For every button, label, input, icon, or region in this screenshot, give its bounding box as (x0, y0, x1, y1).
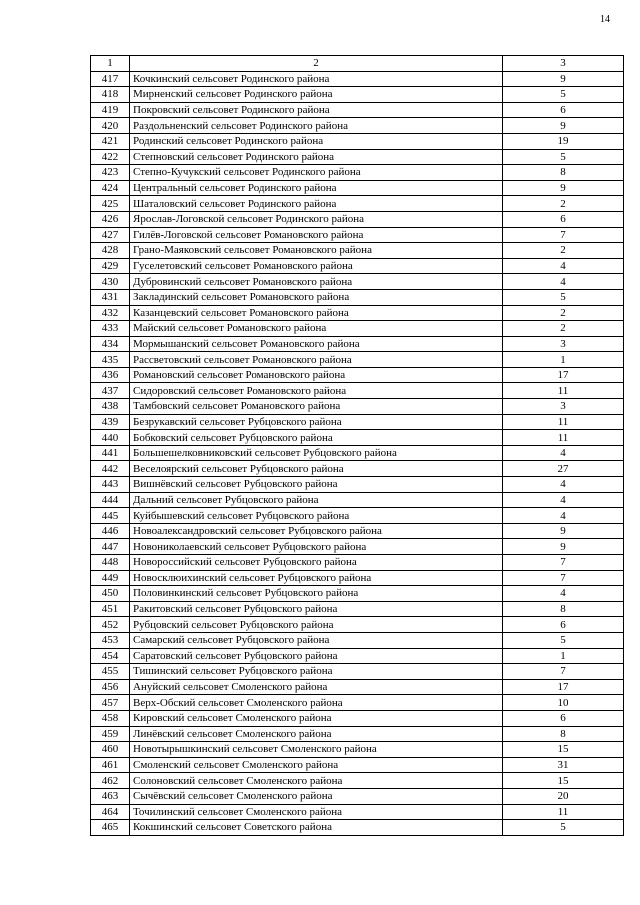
row-number: 436 (91, 367, 130, 383)
row-name: Сидоровский сельсовет Романовского района (130, 383, 503, 399)
table-row (91, 336, 624, 352)
table-row (91, 321, 624, 337)
table-row (91, 461, 624, 477)
row-number: 440 (91, 430, 130, 446)
row-name: Шаталовский сельсовет Родинского района (130, 196, 503, 212)
row-number: 422 (91, 149, 130, 165)
row-number: 427 (91, 227, 130, 243)
table-row (91, 196, 624, 212)
table-row (91, 102, 624, 118)
table-row (91, 539, 624, 555)
row-number: 426 (91, 211, 130, 227)
row-value: 4 (503, 586, 624, 602)
row-name: Степно-Кучукский сельсовет Родинского района (130, 165, 503, 181)
row-number: 425 (91, 196, 130, 212)
row-name: Центральный сельсовет Родинского района (130, 180, 503, 196)
row-number: 462 (91, 773, 130, 789)
table-row (91, 367, 624, 383)
table-row (91, 586, 624, 602)
row-name: Верх-Обский сельсовет Смоленского района (130, 695, 503, 711)
row-value: 31 (503, 757, 624, 773)
row-number: 418 (91, 87, 130, 103)
row-name: Степновский сельсовет Родинского района (130, 149, 503, 165)
row-value: 2 (503, 243, 624, 259)
row-name: Тишинский сельсовет Рубцовского района (130, 664, 503, 680)
row-value: 4 (503, 477, 624, 493)
header-col-2: 2 (130, 56, 503, 72)
table-row (91, 87, 624, 103)
row-number: 444 (91, 492, 130, 508)
row-name: Дальний сельсовет Рубцовского района (130, 492, 503, 508)
row-name: Новониколаевский сельсовет Рубцовского района (130, 539, 503, 555)
table-row (91, 695, 624, 711)
table-row (91, 788, 624, 804)
row-name: Солоновский сельсовет Смоленского района (130, 773, 503, 789)
row-number: 449 (91, 570, 130, 586)
table-row (91, 430, 624, 446)
row-value: 5 (503, 87, 624, 103)
row-value: 4 (503, 445, 624, 461)
row-name: Новоалександровский сельсовет Рубцовского района (130, 523, 503, 539)
row-number: 461 (91, 757, 130, 773)
row-value: 11 (503, 383, 624, 399)
row-value: 6 (503, 211, 624, 227)
table-row (91, 555, 624, 571)
row-name: Большешелковниковский сельсовет Рубцовского района (130, 445, 503, 461)
table-row (91, 477, 624, 493)
row-value: 7 (503, 227, 624, 243)
row-value: 19 (503, 133, 624, 149)
row-value: 7 (503, 555, 624, 571)
row-value: 17 (503, 367, 624, 383)
row-value: 2 (503, 305, 624, 321)
row-value: 9 (503, 180, 624, 196)
table-row (91, 804, 624, 820)
row-name: Гилёв-Логовской сельсовет Романовского района (130, 227, 503, 243)
row-name: Ярослав-Логовской сельсовет Родинского района (130, 211, 503, 227)
table-row (91, 742, 624, 758)
row-value: 5 (503, 289, 624, 305)
row-number: 417 (91, 71, 130, 87)
row-value: 7 (503, 570, 624, 586)
row-name: Куйбышевский сельсовет Рубцовского района (130, 508, 503, 524)
row-value: 27 (503, 461, 624, 477)
row-value: 5 (503, 149, 624, 165)
table-row (91, 570, 624, 586)
row-value: 15 (503, 773, 624, 789)
row-value: 4 (503, 508, 624, 524)
table-row (91, 305, 624, 321)
row-value: 5 (503, 820, 624, 836)
row-number: 421 (91, 133, 130, 149)
row-name: Кочкинский сельсовет Родинского района (130, 71, 503, 87)
table-row (91, 165, 624, 181)
header-col-3: 3 (503, 56, 624, 72)
table-row (91, 414, 624, 430)
table-row (91, 445, 624, 461)
row-value: 7 (503, 664, 624, 680)
table-row (91, 243, 624, 259)
table-row (91, 289, 624, 305)
row-name: Мормышанский сельсовет Романовского района (130, 336, 503, 352)
row-name: Бобковский сельсовет Рубцовского района (130, 430, 503, 446)
table-row (91, 227, 624, 243)
row-number: 460 (91, 742, 130, 758)
table-row (91, 211, 624, 227)
row-name: Кировский сельсовет Смоленского района (130, 710, 503, 726)
row-value: 6 (503, 102, 624, 118)
row-value: 8 (503, 601, 624, 617)
row-name: Гуселетовский сельсовет Романовского района (130, 258, 503, 274)
row-name: Новотырышкинский сельсовет Смоленского района (130, 742, 503, 758)
row-name: Самарский сельсовет Рубцовского района (130, 632, 503, 648)
row-name: Закладинский сельсовет Романовского района (130, 289, 503, 305)
row-name: Грано-Маяковский сельсовет Романовского района (130, 243, 503, 259)
row-number: 464 (91, 804, 130, 820)
row-name: Новороссийский сельсовет Рубцовского района (130, 555, 503, 571)
row-number: 429 (91, 258, 130, 274)
data-table (90, 55, 624, 836)
table-row (91, 679, 624, 695)
table-row (91, 523, 624, 539)
row-number: 420 (91, 118, 130, 134)
table-row (91, 820, 624, 836)
row-name: Сычёвский сельсовет Смоленского района (130, 788, 503, 804)
row-name: Кокшинский сельсовет Советского района (130, 820, 503, 836)
row-value: 9 (503, 118, 624, 134)
row-name: Смоленский сельсовет Смоленского района (130, 757, 503, 773)
row-value: 4 (503, 258, 624, 274)
row-number: 443 (91, 477, 130, 493)
row-name: Ануйский сельсовет Смоленского района (130, 679, 503, 695)
row-value: 9 (503, 523, 624, 539)
row-name: Рассветовский сельсовет Романовского района (130, 352, 503, 368)
table-row (91, 383, 624, 399)
row-value: 3 (503, 399, 624, 415)
table-row (91, 726, 624, 742)
row-value: 2 (503, 321, 624, 337)
row-number: 454 (91, 648, 130, 664)
row-value: 3 (503, 336, 624, 352)
row-value: 1 (503, 648, 624, 664)
row-number: 447 (91, 539, 130, 555)
table-row (91, 492, 624, 508)
row-name: Покровский сельсовет Родинского района (130, 102, 503, 118)
row-value: 15 (503, 742, 624, 758)
row-number: 423 (91, 165, 130, 181)
table-row (91, 664, 624, 680)
table-row (91, 180, 624, 196)
row-name: Безрукавский сельсовет Рубцовского района (130, 414, 503, 430)
row-name: Мирненский сельсовет Родинского района (130, 87, 503, 103)
table-row (91, 274, 624, 290)
row-number: 419 (91, 102, 130, 118)
row-number: 450 (91, 586, 130, 602)
table-body (91, 56, 624, 836)
table-row (91, 710, 624, 726)
row-value: 8 (503, 165, 624, 181)
header-col-1: 1 (91, 56, 130, 72)
row-number: 459 (91, 726, 130, 742)
page-number: 14 (600, 14, 610, 25)
table-row (91, 399, 624, 415)
row-number: 441 (91, 445, 130, 461)
row-number: 445 (91, 508, 130, 524)
table-row (91, 757, 624, 773)
row-number: 465 (91, 820, 130, 836)
row-number: 455 (91, 664, 130, 680)
row-number: 456 (91, 679, 130, 695)
row-number: 446 (91, 523, 130, 539)
row-value: 9 (503, 539, 624, 555)
row-value: 4 (503, 274, 624, 290)
row-name: Казанцевский сельсовет Романовского района (130, 305, 503, 321)
row-value: 11 (503, 414, 624, 430)
row-name: Новосклюихинский сельсовет Рубцовского района (130, 570, 503, 586)
row-name: Романовский сельсовет Романовского района (130, 367, 503, 383)
table-header-row (91, 56, 624, 72)
table-row (91, 352, 624, 368)
row-number: 463 (91, 788, 130, 804)
table-row (91, 71, 624, 87)
row-number: 433 (91, 321, 130, 337)
row-number: 437 (91, 383, 130, 399)
row-value: 10 (503, 695, 624, 711)
row-name: Половинкинский сельсовет Рубцовского района (130, 586, 503, 602)
row-number: 435 (91, 352, 130, 368)
row-name: Рубцовский сельсовет Рубцовского района (130, 617, 503, 633)
row-number: 424 (91, 180, 130, 196)
row-number: 434 (91, 336, 130, 352)
row-value: 17 (503, 679, 624, 695)
row-number: 438 (91, 399, 130, 415)
row-value: 9 (503, 71, 624, 87)
row-name: Саратовский сельсовет Рубцовского района (130, 648, 503, 664)
table-row (91, 258, 624, 274)
table-row (91, 149, 624, 165)
row-name: Тамбовский сельсовет Романовского района (130, 399, 503, 415)
row-name: Веселоярский сельсовет Рубцовского района (130, 461, 503, 477)
row-number: 452 (91, 617, 130, 633)
row-number: 442 (91, 461, 130, 477)
row-number: 432 (91, 305, 130, 321)
row-value: 11 (503, 804, 624, 820)
row-number: 457 (91, 695, 130, 711)
table-row (91, 617, 624, 633)
table-row (91, 648, 624, 664)
row-value: 5 (503, 632, 624, 648)
table-row (91, 133, 624, 149)
row-value: 4 (503, 492, 624, 508)
table-row (91, 118, 624, 134)
row-name: Вишнёвский сельсовет Рубцовского района (130, 477, 503, 493)
row-value: 2 (503, 196, 624, 212)
row-number: 431 (91, 289, 130, 305)
row-name: Ракитовский сельсовет Рубцовского района (130, 601, 503, 617)
table-row (91, 508, 624, 524)
row-number: 430 (91, 274, 130, 290)
table-row (91, 632, 624, 648)
row-name: Линёвский сельсовет Смоленского района (130, 726, 503, 742)
row-number: 448 (91, 555, 130, 571)
row-number: 451 (91, 601, 130, 617)
row-name: Майский сельсовет Романовского района (130, 321, 503, 337)
row-value: 8 (503, 726, 624, 742)
table-row (91, 601, 624, 617)
table-row (91, 773, 624, 789)
row-name: Родинский сельсовет Родинского района (130, 133, 503, 149)
row-number: 439 (91, 414, 130, 430)
row-value: 20 (503, 788, 624, 804)
row-number: 428 (91, 243, 130, 259)
row-name: Раздольненский сельсовет Родинского района (130, 118, 503, 134)
row-number: 458 (91, 710, 130, 726)
row-name: Точилинский сельсовет Смоленского района (130, 804, 503, 820)
row-value: 6 (503, 710, 624, 726)
row-value: 11 (503, 430, 624, 446)
row-value: 1 (503, 352, 624, 368)
row-number: 453 (91, 632, 130, 648)
row-name: Дубровинский сельсовет Романовского района (130, 274, 503, 290)
row-value: 6 (503, 617, 624, 633)
